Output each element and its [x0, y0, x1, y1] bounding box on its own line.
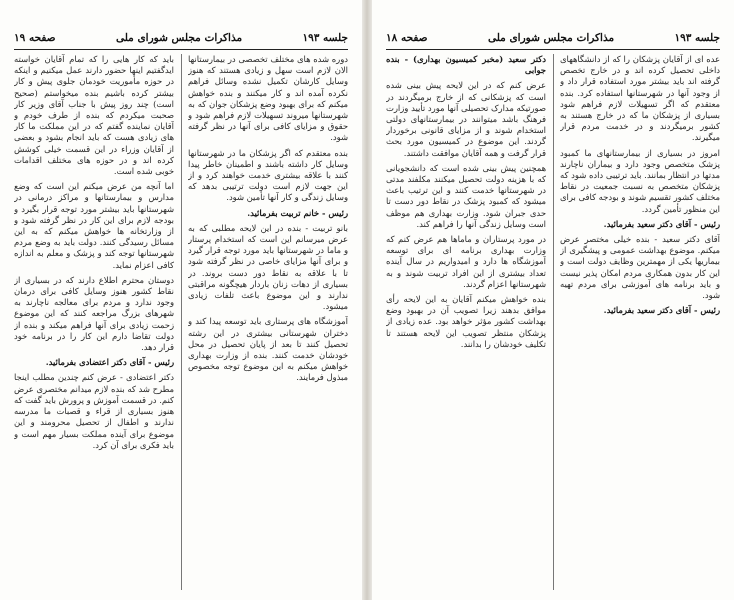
paragraph: آموزشگاه های پرستاری باید توسعه پیدا کند و دختران شهرستانی بیشتری در این رشته تحصیل کنند تا بعد از پایان تحصیل در محل خودشان خدمت کنند. بنده از وزارت بهداری خواهش میکنم به این موضوع توجه مخصوص مبذول فرمایند. [188, 316, 348, 383]
paragraph: بنده خواهش میکنم آقایان به این لایحه رأی موافق بدهند زیرا تصویب آن در بهبود وضع بهداشت کشور مؤثر خواهد بود. عده زیادی از پزشکان منتظر تصویب این لایحه هستند تا تکلیف خودشان را بدانند. [386, 294, 546, 349]
right-inner-column [386, 54, 546, 594]
left-head-rule [14, 49, 348, 50]
right-running-head [386, 30, 720, 46]
right-session-number: جلسه ۱۹۳ [674, 32, 720, 44]
speaker-line: رئیس - آقای دکتر سعید بفرمائید. [603, 218, 720, 229]
paragraph: در مورد پرستاران و ماماها هم عرض کنم که وزارت بهداری برنامه ای برای توسعه آموزشگاه ها دارد و امیدواریم در سال آینده تعداد بیشتری از این افراد تربیت شوند و به شهرستانها اعزام گردند. [386, 234, 546, 289]
paragraph: عده ای از آقایان پزشکان را که از دانشگاههای داخلی تحصیل کرده اند و در خارج تخصص گرفته اند باید بیشتر مورد استفاده قرار داد و از وجود آنها در شهرستانها استفاده کرد. بنده معتقدم که اگر تسهیلات لازم فراهم شود بسیاری از پزشکان ما که در خارج هستند به کشور برمیگردند و در خدمت مردم قرار میگیرند. [560, 54, 720, 143]
right-head-rule [386, 49, 720, 50]
left-inner-column [188, 54, 348, 594]
paragraph: باید که کار هایی را که تمام آقایان خواسته ایدگفتیم اینها حضور دارند عمل میکنیم و اینکه در حوزه مأموریت خودمان جلوی پیش و کار بیشتر کرده باشیم بنده میخواستم (صحیح است) چند روز پیش با جناب آقای وزیر کار صحبت میکردم که بنده از طرف خودم و آقایان نماینده گفتم که در این مملکت ما کار های زیادی هست که باید انجام بشود و بعضی از آقایان وزراء در این قسمت خیلی کوشش کرده اند و در حوزه های مختلف اقدامات خوبی شده است. [14, 54, 174, 177]
paragraph: اما آنچه من عرض میکنم این است که وضع مدارس و بیمارستانها و مراکز درمانی در شهرستانها باید بیشتر مورد توجه قرار بگیرد و بودجه لازم برای این کار در نظر گرفته شود و از وزارتخانه ها خواهش میکنم که به این مسائل رسیدگی کنند. دولت باید به وضع مردم شهرستانها توجه کند و پزشک و معلم به اندازه کافی اعزام نماید. [14, 181, 174, 270]
paragraph: آقای دکتر سعید - بنده خیلی مختصر عرض میکنم. موضوع بهداشت عمومی و پیشگیری از بیماریها یکی از مهمترین وظایف دولت است و این کار بدون همکاری مردم امکان پذیر نیست و باید برنامه های آموزشی برای مردم تهیه شود. [560, 234, 720, 301]
paragraph: بانو تربیت - بنده در این لایحه مطلبی که به عرض میرسانم این است که استخدام پرستار و ماما در شهرستانها باید مورد توجه قرار گیرد و برای آنها مزایای خاصی در نظر گرفته شود تا با علاقه به نقاط دور دست بروند. در بسیاری از دهات زنان باردار هیچگونه مراقبتی ندارند و این موضوع باعث تلفات زیادی میشود. [188, 222, 348, 312]
right-outer-column [560, 54, 720, 594]
right-page-number: صفحه ۱۸ [386, 32, 428, 44]
left-session-number: جلسه ۱۹۳ [302, 32, 348, 44]
left-column-divider [181, 54, 182, 590]
paragraph: دوستان محترم اطلاع دارند که در بسیاری از نقاط کشور هنوز وسایل کافی برای درمان وجود ندارد و مردم برای معالجه ناچارند به شهرهای بزرگ مراجعه کنند که این موضوع زحمت زیادی برای آنها فراهم میکند و بنده از دولت تقاضا دارم این کار را در برنامه خود قرار دهد. [14, 274, 174, 353]
left-page-number: صفحه ۱۹ [14, 32, 56, 44]
paragraph: دکتر اعتضادی - عرض کنم چندین مطلب اینجا مطرح شد که بنده لازم میدانم مختصری عرض کنم. در قسمت آموزش و پرورش باید گفت که هنوز بسیاری از قراء و قصبات ما مدرسه ندارند و اطفال از تحصیل محرومند و این موضوع برای آینده مملکت بسیار مهم است و باید فکری برای آن کرد. [14, 372, 174, 450]
paragraph: عرض کنم که در این لایحه پیش بینی شده است که پزشکانی که از خارج برمیگردند در صورتیکه مدارک تحصیلی آنها مورد تأیید وزارت فرهنگ باشد میتوانند در بیمارستانهای دولتی استخدام شوند و از مزایای قانونی برخوردار گردند. این موضوع در کمیسیون مورد بحث قرار گرفت و همه آقایان موافقت داشتند. [386, 80, 546, 158]
paragraph: امروز در بسیاری از بیمارستانهای ما کمبود پزشک متخصص وجود دارد و بیماران ناچارند مدتها در انتظار بمانند. باید ترتیبی داده شود که پزشکان متخصص به نسبت جمعیت در نقاط مختلف کشور تقسیم شوند و بودجه کافی برای این منظور تأمین گردد. [560, 147, 720, 214]
book-gutter [362, 0, 372, 600]
right-page-title: مذاکرات مجلس شورای ملی [487, 32, 615, 44]
speaker-line: رئیس - آقای دکتر اعتضادی بفرمائید. [45, 357, 174, 368]
right-page [372, 0, 734, 600]
left-page [0, 0, 362, 600]
speaker-line: دکتر سعید (مخبر کمیسیون بهداری) - بنده جوابی [386, 54, 546, 76]
left-outer-column [14, 54, 174, 594]
left-running-head [14, 30, 348, 46]
left-page-title: مذاکرات مجلس شورای ملی [115, 32, 243, 44]
speaker-line: رئیس - آقای دکتر سعید بفرمائید. [603, 305, 720, 316]
right-column-divider [553, 54, 554, 590]
paragraph: دوره شده های مختلف تخصصی در بیمارستانها الان لازم است سهل و زیادی هستند که هنوز وسایل کارشان تکمیل نشده وسائل فراهم نکرده آمده اند و کار میکنند و بنده خواهش میکنم که برای بهبود وضع پزشکان جوان که به شهرستانها میروند تسهیلات لازم فراهم شود و حقوق و مزایای کافی برای آنها در نظر گرفته شود. [188, 54, 348, 143]
paragraph: همچنین پیش بینی شده است که دانشجویانی که با هزینه دولت تحصیل میکنند مکلفند مدتی در شهرستانها خدمت کنند و این ترتیب باعث میشود که کمبود پزشک در نقاط دور دست تا حدی جبران شود. وزارت بهداری هم موظف است وسایل زندگی آنها را فراهم کند. [386, 162, 546, 229]
speaker-line: رئیس - خانم تربیت بفرمائید. [247, 207, 348, 218]
paragraph: بنده معتقدم که اگر پزشکان ما در شهرستانها وسایل کار داشته باشند و اطمینان خاطر پیدا کنند با علاقه بیشتری خدمت خواهند کرد و از این جهت لازم است دولت ترتیبی بدهد که وسایل زندگی و کار آنها تأمین شود. [188, 147, 348, 203]
